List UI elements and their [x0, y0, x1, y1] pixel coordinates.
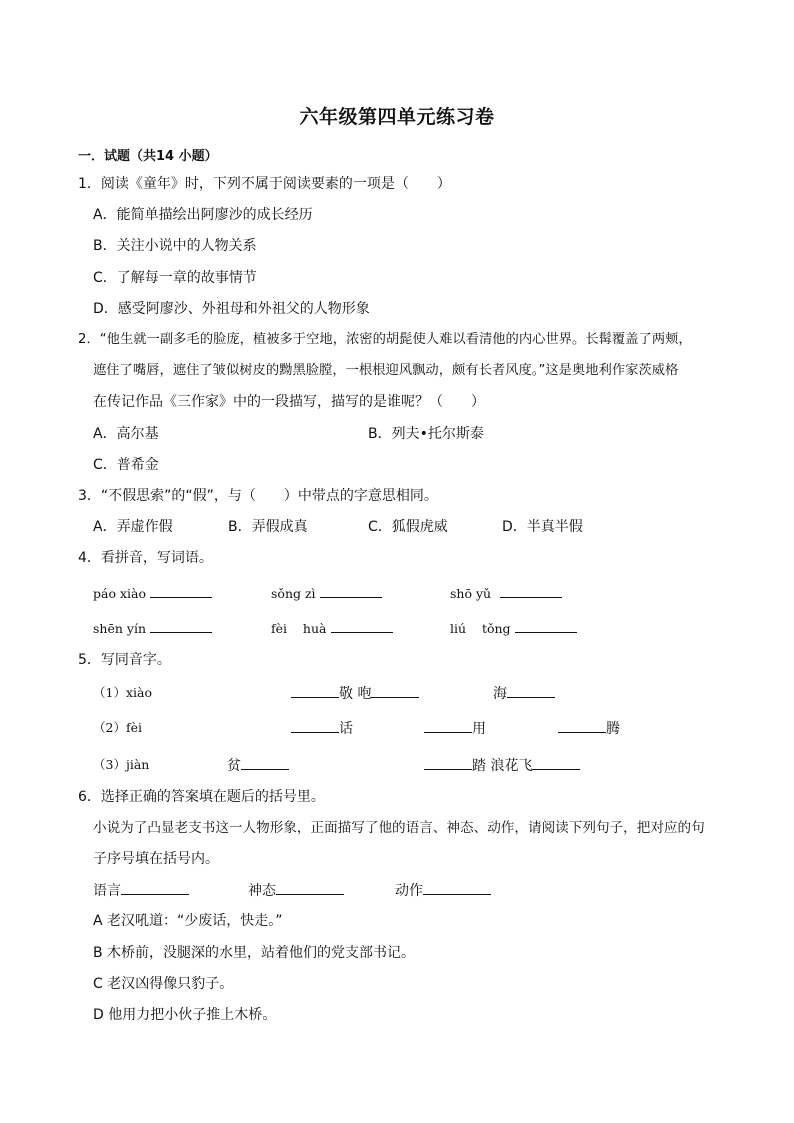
- q4-item: [450, 583, 562, 604]
- q5-row-label-text: （1）xiào: [93, 685, 152, 700]
- answer-blank[interactable]: [558, 718, 606, 733]
- fill-label: 神态: [248, 883, 276, 899]
- q5-row-label: [93, 718, 142, 738]
- pinyin-label: páo xiào: [93, 586, 146, 601]
- q5-char: 敬 咆: [339, 686, 372, 702]
- q6-paragraph-line1: 小说为了凸显老支书这一人物形象，正面描写了他的语言、神态、动作，请阅读下列句子，把对应的句: [93, 820, 705, 836]
- q3-option-b: B．弄假成真: [228, 519, 308, 535]
- q2-option-a: A．高尔基: [93, 426, 159, 442]
- q2-stem-line1: 2．“他生就一副多毛的脸庞，植被多于空地，浓密的胡髭使人难以看清他的内心世界。长髯覆盖了两颊，: [78, 332, 692, 347]
- q5-row-item: [424, 755, 580, 776]
- q1-option-b: B．关注小说中的人物关系: [93, 238, 257, 254]
- q6-fill-action: [395, 880, 491, 901]
- q6-sentence-a: A 老汉吼道：“少废话，快走。”: [93, 913, 283, 929]
- q5-char: 海: [493, 686, 507, 702]
- q6-stem: 6．选择正确的答案填在题后的括号里。: [78, 789, 325, 805]
- q6-sentence-d: D 他用力把小伙子推上木桥。: [93, 1007, 277, 1023]
- answer-blank[interactable]: [241, 755, 289, 770]
- q3-stem: 3．“不假思索”的“假”，与（ ）中带点的字意思相同。: [78, 488, 438, 504]
- q6-fill-language: [93, 880, 189, 901]
- q5-row-label: [93, 683, 152, 703]
- answer-blank[interactable]: [150, 583, 212, 598]
- answer-blank[interactable]: [423, 880, 491, 895]
- q5-row-item: [227, 755, 289, 776]
- pinyin-label: sǒng zì: [271, 586, 316, 601]
- answer-blank[interactable]: [515, 618, 577, 633]
- q2-stem-line3: 在传记作品《三作家》中的一段描写，描写的是谁呢？（ ）: [93, 394, 485, 410]
- q5-row-item: [493, 683, 555, 704]
- answer-blank[interactable]: [291, 718, 339, 733]
- q6-fill-expression: [248, 880, 344, 901]
- q4-item: [93, 618, 212, 639]
- answer-blank[interactable]: [291, 683, 339, 698]
- answer-blank[interactable]: [331, 618, 393, 633]
- page-title: 六年级第四单元练习卷: [299, 106, 495, 128]
- answer-blank[interactable]: [320, 583, 382, 598]
- q5-char: 贫: [227, 758, 241, 774]
- q6-sentence-b: B 木桥前，没腿深的水里，站着他们的党支部书记。: [93, 945, 416, 961]
- q4-item: [271, 583, 382, 604]
- q1-option-a: A．能简单描绘出阿廖沙的成长经历: [93, 207, 313, 223]
- q1-option-d: D．感受阿廖沙、外祖母和外祖父的人物形象: [93, 301, 370, 317]
- q3-option-c: C．狐假虎威: [368, 519, 448, 535]
- q5-row-item: [424, 718, 486, 739]
- q5-row-item: [291, 718, 353, 739]
- answer-blank[interactable]: [500, 583, 562, 598]
- fill-label: 动作: [395, 883, 423, 899]
- q5-row-label-text: （2）fèi: [93, 720, 142, 735]
- section-heading: 一．试题（共14 小题）: [78, 149, 218, 164]
- pinyin-label: shēn yín: [93, 621, 146, 636]
- q5-char: 踏 浪花飞: [472, 758, 533, 774]
- q6-sentence-c: C 老汉凶得像只豹子。: [93, 976, 234, 992]
- pinyin-label: shō yǔ: [450, 586, 492, 601]
- q2-option-c: C．普希金: [93, 457, 159, 473]
- answer-blank[interactable]: [424, 755, 472, 770]
- answer-blank[interactable]: [532, 755, 580, 770]
- q5-row-label-text: （3）jiàn: [93, 757, 150, 772]
- q1-stem: 1．阅读《童年》时，下列不属于阅读要素的一项是（ ）: [78, 176, 451, 192]
- q6-paragraph-line2: 子序号填在括号内。: [93, 851, 219, 867]
- answer-blank[interactable]: [150, 618, 212, 633]
- q5-row-label: [93, 755, 149, 775]
- answer-blank[interactable]: [276, 880, 344, 895]
- q5-row-item: [291, 683, 419, 704]
- answer-blank[interactable]: [424, 718, 472, 733]
- answer-blank[interactable]: [507, 683, 555, 698]
- q2-option-b: B．列夫•托尔斯泰: [368, 426, 484, 442]
- pinyin-label: fèi huà: [271, 621, 327, 636]
- q5-row-item: [558, 718, 620, 739]
- q4-item: [271, 618, 393, 639]
- fill-label: 语言: [93, 883, 121, 899]
- answer-blank[interactable]: [121, 880, 189, 895]
- answer-blank[interactable]: [371, 683, 419, 698]
- q4-item: [450, 618, 577, 639]
- q3-option-d: D．半真半假: [502, 519, 583, 535]
- q5-char: 用: [472, 721, 486, 737]
- q1-option-c: C．了解每一章的故事情节: [93, 270, 257, 286]
- q4-stem: 4．看拼音，写词语。: [78, 550, 213, 566]
- q5-stem: 5．写同音字。: [78, 652, 171, 668]
- q4-item: [93, 583, 212, 604]
- q5-char: 腾: [606, 721, 620, 737]
- q2-stem-line2: 遮住了嘴唇，遮住了皱似树皮的黝黑脸膛，一根根迎风飘动，颇有长者风度。”这是奥地利作家茨威格: [93, 363, 679, 378]
- pinyin-label: liú tǒng: [450, 621, 511, 636]
- q5-char: 话: [339, 721, 353, 737]
- q3-option-a: A．弄虚作假: [93, 519, 173, 535]
